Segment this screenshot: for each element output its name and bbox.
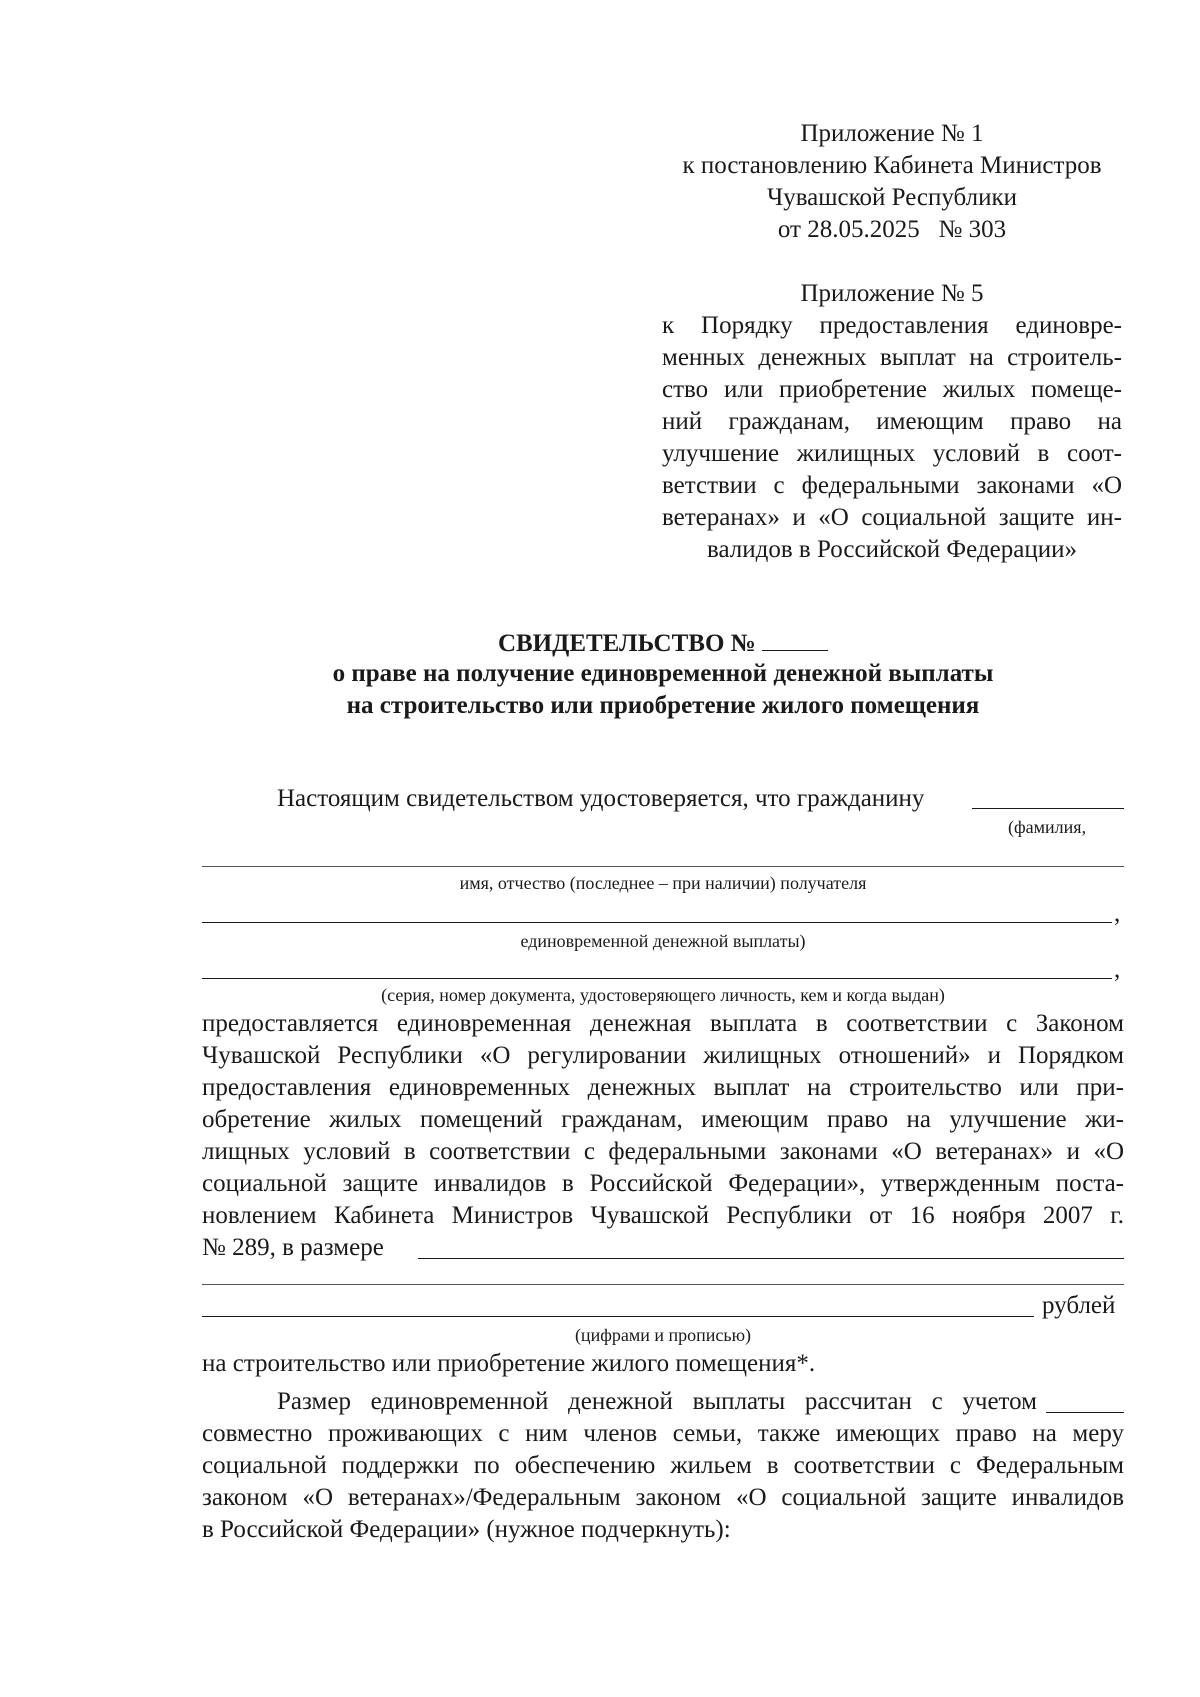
caption-document: (серия, номер документа, удостоверяющего личность, кем и когда выдан) — [381, 985, 945, 1005]
appendix5-title: Приложение № 5 — [800, 280, 984, 307]
form-intro: Настоящим свидетельством удостоверяется, что гражданину — [277, 785, 925, 812]
amount-blank-1[interactable] — [418, 1258, 1124, 1259]
appendix1-line2: к постановлению Кабинета Министров — [682, 152, 1102, 179]
calc-last-line: в Российской Федерации» (нужное подчеркнуть): — [202, 1516, 731, 1543]
appendix1-line3: Чувашской Республики — [766, 184, 1018, 211]
certificate-title-text: СВИДЕТЕЛЬСТВО № — [497, 630, 756, 657]
comma-2: , — [1114, 956, 1121, 983]
appendix5-line: к Порядку предоставления единовре- — [662, 312, 1122, 339]
body-line: новлением Кабинета Министров Чувашской Республики от 16 ноября 2007 г. — [202, 1202, 1124, 1229]
caption-surname: (фамилия, — [1008, 817, 1087, 837]
appendix5-line: ветствии с федеральными законами «О — [662, 472, 1122, 499]
name-blank[interactable] — [202, 866, 1124, 867]
recipient-blank[interactable] — [202, 922, 1112, 923]
appendix5-line: менных денежных выплат на строитель- — [662, 344, 1122, 371]
amount-blank-2[interactable] — [202, 1284, 1124, 1285]
calc-line: совместно проживающих с ним членов семьи, также имеющих право на меру — [202, 1420, 1124, 1447]
certificate-number-blank[interactable] — [762, 626, 828, 651]
caption-name: имя, отчество (последнее – при наличии) получателя — [459, 873, 867, 893]
purpose-line: на строительство или приобретение жилого помещения*. — [202, 1350, 816, 1377]
certificate-title — [202, 626, 1124, 660]
appendix5-line: ний гражданам, имеющим право на — [662, 408, 1122, 435]
certificate-subtitle-1: о праве на получение единовременной денежной выплаты — [332, 660, 994, 687]
rubles-label: рублей — [1042, 1292, 1116, 1319]
caption-payment: единовременной денежной выплаты) — [520, 931, 806, 951]
calc-line: законом «О ветеранах»/Федеральным законом «О социальной защите инвалидов — [202, 1484, 1124, 1511]
body-line: социальной защите инвалидов в Российской Федерации», утвержденным поста- — [202, 1170, 1124, 1197]
surname-blank[interactable] — [972, 808, 1124, 809]
body-line: предоставляется единовременная денежная выплата в соответствии с Законом — [202, 1010, 1124, 1037]
family-count-blank[interactable] — [1046, 1412, 1124, 1413]
amount-blank-3[interactable] — [202, 1316, 1034, 1317]
appendix5-line: ство или приобретение жилых помеще- — [662, 376, 1122, 403]
appendix5-line: ветеранах» и «О социальной защите ин- — [662, 504, 1122, 531]
appendix5-last-line: валидов в Российской Федерации» — [707, 536, 1077, 563]
appendix1-date-number: от 28.05.2025 № 303 — [777, 216, 1007, 243]
appendix5-line: улучшение жилищных условий в соот- — [662, 440, 1122, 467]
calc-line: социальной поддержки по обеспечению жильем в соответствии с Федеральным — [202, 1452, 1124, 1479]
document-blank[interactable] — [202, 978, 1112, 979]
appendix1-line1: Приложение № 1 — [800, 120, 984, 147]
body-line: лищных условий в соответствии с федеральными законами «О ветеранах» и «О — [202, 1138, 1124, 1165]
calc-line-first: Размер единовременной денежной выплаты рассчитан с учетом — [277, 1388, 1037, 1415]
caption-amount: (цифрами и прописью) — [574, 1325, 752, 1345]
certificate-subtitle-2: на строительство или приобретение жилого помещения — [346, 692, 980, 719]
amount-prefix: № 289, в размере — [202, 1234, 384, 1261]
body-line: обретение жилых помещений гражданам, имеющим право на улучшение жи- — [202, 1106, 1124, 1133]
body-line: предоставления единовременных денежных выплат на строительство или при- — [202, 1074, 1124, 1101]
body-line: Чувашской Республики «О регулировании жилищных отношений» и Порядком — [202, 1042, 1124, 1069]
comma-1: , — [1114, 900, 1121, 927]
